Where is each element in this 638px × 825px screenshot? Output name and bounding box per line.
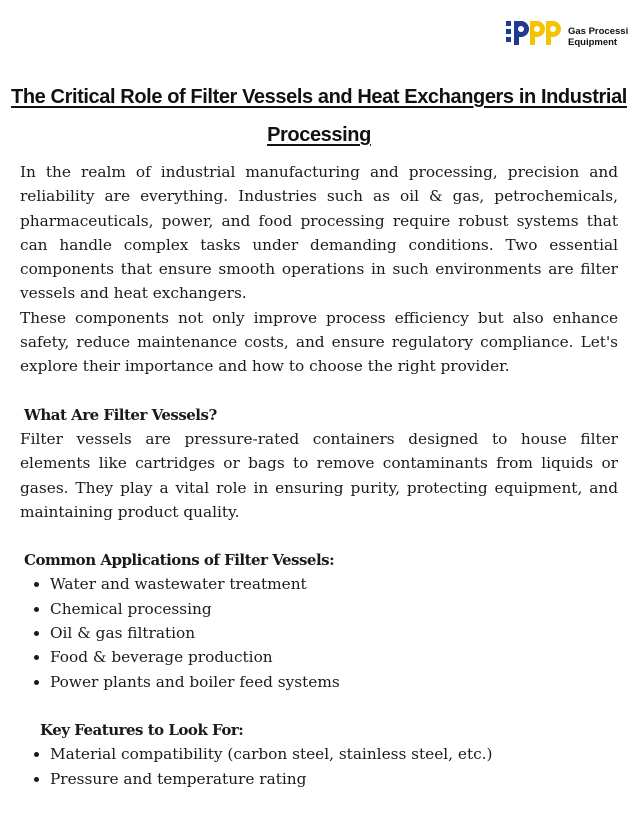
filter-vessels-paragraph: Filter vessels are pressure-rated containers designed to house filter elements like cartridges or bags to remove contaminants from liquids or gases. They play a vital role in ensuring purity, protecting equipment, and maintaining product quality. bbox=[20, 429, 618, 521]
list-item: Material compatibility (carbon steel, stainless steel, etc.) bbox=[50, 742, 618, 766]
section-heading-filter-vessels: What Are Filter Vessels? bbox=[24, 405, 217, 424]
logo-text-line1: Gas Processi bbox=[568, 26, 629, 37]
list-item: Water and wastewater treatment bbox=[50, 572, 618, 596]
intro-paragraph-1: In the realm of industrial manufacturing and processing, precision and reliability are everything. Industries such as oil & gas, petrochemicals, pharmaceuticals, power, and food processing require robust systems that can handle complex tasks under demanding conditions. Two essential components that ensure smooth operations in such environments are filter vessels and heat exchangers. bbox=[20, 163, 618, 303]
logo-text bbox=[568, 26, 628, 47]
company-logo bbox=[506, 19, 638, 47]
list-item: Oil & gas filtration bbox=[50, 621, 618, 645]
list-item: Food & beverage production bbox=[50, 645, 618, 669]
section-heading-key-features: Key Features to Look For: bbox=[40, 720, 244, 739]
key-features-list bbox=[20, 742, 618, 791]
intro-paragraph-2: These components not only improve process efficiency but also enhance safety, reduce maintenance costs, and ensure regulatory compliance. Let's explore their importance and how to choose the right provider. bbox=[20, 308, 618, 376]
logo-mark-icon bbox=[506, 19, 566, 47]
list-item: Pressure and temperature rating bbox=[50, 767, 618, 791]
document-title: The Critical Role of Filter Vessels and Heat Exchangers in Industrial Processing bbox=[11, 86, 627, 146]
section-heading-applications: Common Applications of Filter Vessels: bbox=[24, 551, 335, 570]
list-item: Power plants and boiler feed systems bbox=[50, 670, 618, 694]
logo-text-line2: Equipment bbox=[568, 37, 618, 47]
list-item: Chemical processing bbox=[50, 597, 618, 621]
document-body bbox=[20, 160, 618, 791]
applications-list bbox=[20, 572, 618, 693]
